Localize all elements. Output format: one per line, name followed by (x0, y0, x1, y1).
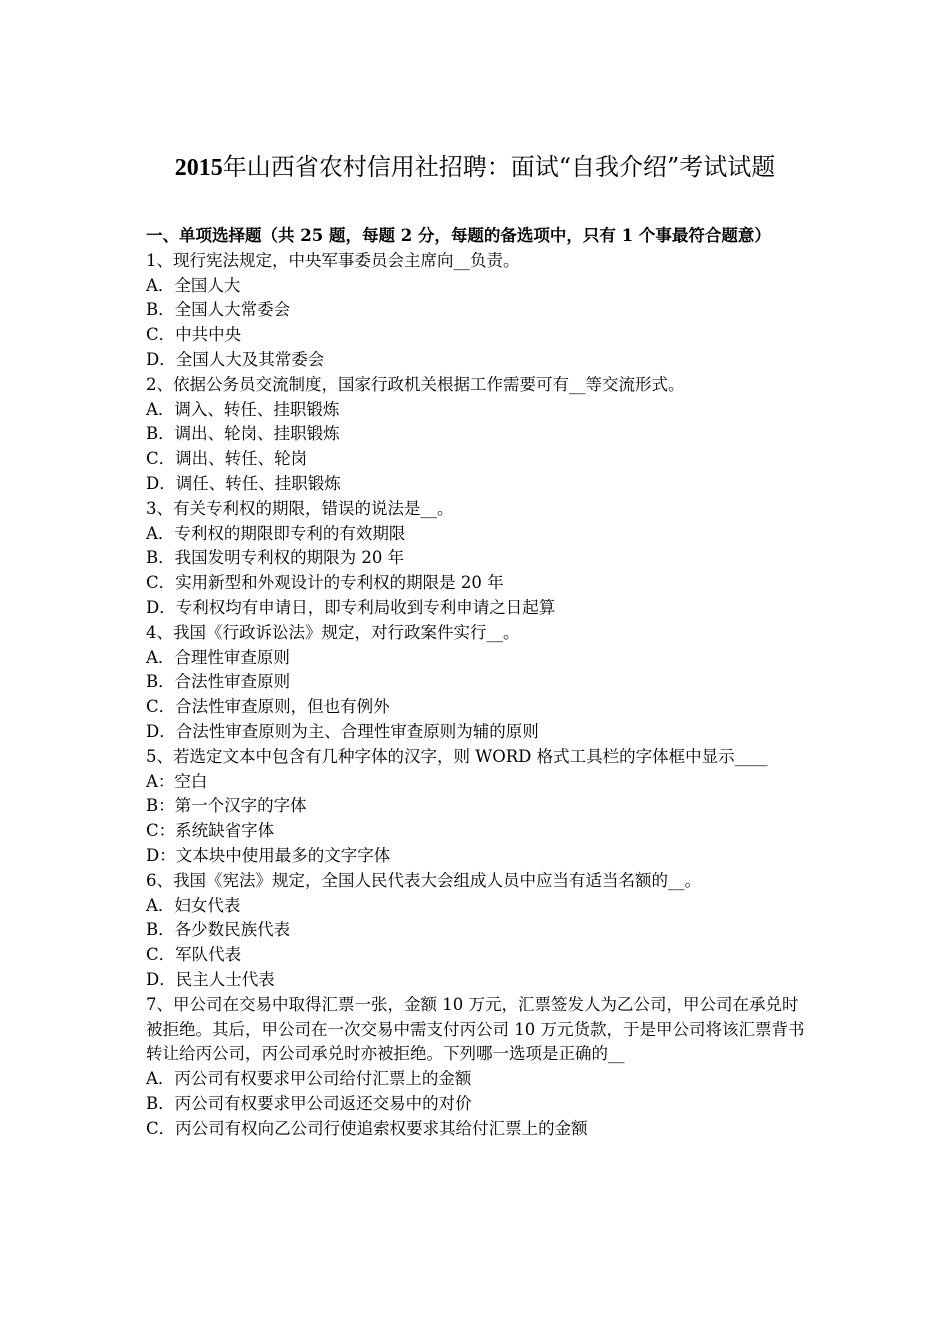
question-text: 3、有关专利权的期限，错误的说法是__。 (146, 498, 454, 518)
question-text: 6、我国《宪法》规定，全国人民代表大会组成人员中应当有适当名额的__。 (146, 870, 701, 890)
question-option: C．合法性审查原则，但也有例外 (146, 697, 390, 717)
question-option: A．全国人大 (146, 275, 241, 295)
question-list (146, 249, 810, 1142)
document-body (146, 224, 810, 1141)
question-option: C．丙公司有权向乙公司行使追索权要求其给付汇票上的金额 (146, 1118, 588, 1138)
question-option: D．专利权均有申请日，即专利局收到专利申请之日起算 (146, 597, 556, 617)
question-text: 2、依据公务员交流制度，国家行政机关根据工作需要可有__等交流形式。 (146, 374, 685, 394)
document-title (0, 150, 950, 185)
question-option: D．合法性审查原则为主、合理性审查原则为辅的原则 (146, 721, 539, 741)
question-option: D．调任、转任、挂职锻炼 (146, 473, 341, 493)
question-text: 7、甲公司在交易中取得汇票一张，金额 10 万元，汇票签发人为乙公司，甲公司在承兑时被拒绝。其后，甲公司在一次交易中需支付丙公司 10 万元货款，于是甲公司将该汇票背书转让给丙公司，丙公司承兑时亦被拒绝。下列哪一选项是正确的__ (146, 994, 805, 1064)
title-year: 2015 (174, 155, 223, 181)
question-option: A．丙公司有权要求甲公司给付汇票上的金额 (146, 1069, 472, 1089)
section-heading: 一、单项选择题（共 25 题，每题 2 分，每题的备选项中，只有 1 个事最符合题意） (146, 226, 771, 245)
question-option: B．我国发明专利权的期限为 20 年 (146, 548, 405, 568)
question-option: A．专利权的期限即专利的有效期限 (146, 523, 406, 543)
question-option: A．妇女代表 (146, 895, 241, 915)
question-text: 1、现行宪法规定，中央军事委员会主席向__负责。 (146, 250, 520, 270)
title-text: 年山西省农村信用社招聘：面试“自我介绍”考试试题 (222, 153, 776, 181)
question-option: A．调入、转任、挂职锻炼 (146, 399, 340, 419)
question-option: B．各少数民族代表 (146, 920, 291, 940)
question-option: D．全国人大及其常委会 (146, 349, 325, 369)
question-option: B：第一个汉字的字体 (146, 796, 307, 816)
question-text: 5、若选定文本中包含有几种字体的汉字，则 WORD 格式工具栏的字体框中显示____ (146, 746, 768, 766)
question-option: B．全国人大常委会 (146, 300, 291, 320)
question-option: C．军队代表 (146, 945, 242, 965)
question-option: C．调出、转任、轮岗 (146, 449, 308, 469)
question-option: D：文本块中使用最多的文字字体 (146, 845, 391, 865)
question-option: B．合法性审查原则 (146, 672, 291, 692)
question-option: B．调出、轮岗、挂职锻炼 (146, 424, 340, 444)
question-option: A：空白 (146, 771, 208, 791)
question-option: A．合理性审查原则 (146, 647, 290, 667)
question-option: C．实用新型和外观设计的专利权的期限是 20 年 (146, 573, 504, 593)
question-option: B．丙公司有权要求甲公司返还交易中的对价 (146, 1093, 472, 1113)
question-option: C．中共中央 (146, 325, 242, 345)
question-option: C：系统缺省字体 (146, 821, 275, 841)
question-option: D．民主人士代表 (146, 969, 275, 989)
question-text: 4、我国《行政诉讼法》规定，对行政案件实行__。 (146, 622, 520, 642)
